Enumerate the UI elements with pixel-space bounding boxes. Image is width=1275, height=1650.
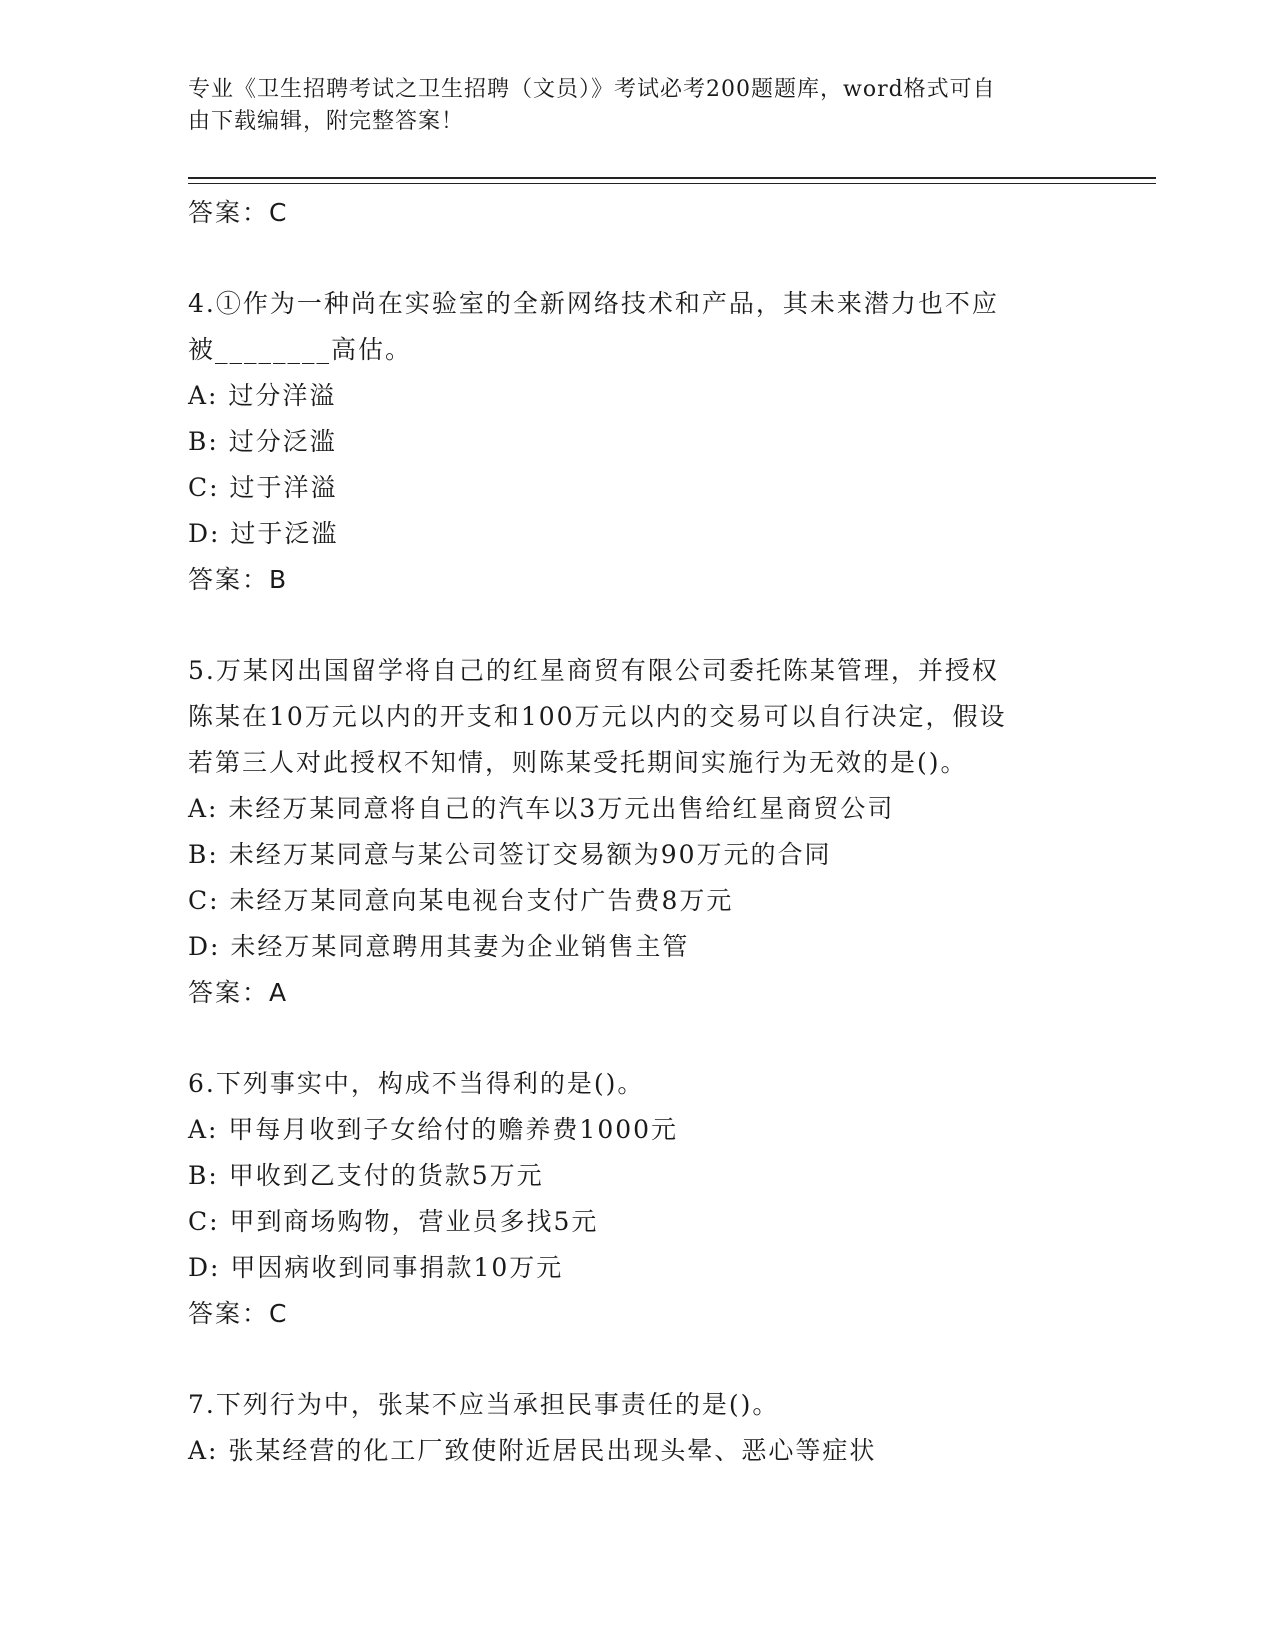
answer-previous: 答案：C	[188, 198, 289, 227]
header-line-2: 由下载编辑，附完整答案！	[188, 109, 465, 134]
question-stem-line: 若第三人对此授权不知情，则陈某受托期间实施行为无效的是()。	[188, 748, 968, 777]
header-line-1: 专业《卫生招聘考试之卫生招聘（文员）》考试必考200题题库，word格式可自	[188, 77, 996, 102]
option-d: D: 未经万某同意聘用其妻为企业销售主管	[188, 932, 690, 961]
question-7	[188, 1382, 1088, 1474]
question-stem-line: 6.下列事实中，构成不当得利的是()。	[188, 1069, 645, 1098]
answer: 答案：A	[188, 978, 289, 1007]
option-a: A: 张某经营的化工厂致使附近居民出现头晕、恶心等症状	[188, 1436, 877, 1465]
spacer	[188, 236, 1088, 281]
option-a: A: 未经万某同意将自己的汽车以3万元出售给红星商贸公司	[188, 794, 895, 823]
option-a: A: 甲每月收到子女给付的赡养费1000元	[188, 1115, 679, 1144]
question-stem-line: 4.①作为一种尚在实验室的全新网络技术和产品，其未来潜力也不应	[188, 289, 999, 318]
question-4	[188, 281, 1088, 603]
answer: 答案：B	[188, 565, 289, 594]
spacer	[188, 603, 1088, 648]
question-stem-line: 被________高估。	[188, 335, 413, 364]
option-b: B: 过分泛滥	[188, 427, 337, 456]
spacer	[188, 1016, 1088, 1061]
question-stem-line: 7.下列行为中，张某不应当承担民事责任的是()。	[188, 1390, 780, 1419]
option-a: A: 过分洋溢	[188, 381, 337, 410]
option-c: C: 甲到商场购物，营业员多找5元	[188, 1207, 599, 1236]
option-c: C: 过于洋溢	[188, 473, 338, 502]
question-content	[188, 190, 1088, 1474]
option-b: B: 甲收到乙支付的货款5万元	[188, 1161, 544, 1190]
page-header	[188, 74, 1068, 138]
option-d: D: 甲因病收到同事捐款10万元	[188, 1253, 564, 1282]
option-c: C: 未经万某同意向某电视台支付广告费8万元	[188, 886, 734, 915]
question-stem-line: 陈某在10万元以内的开支和100万元以内的交易可以自行决定，假设	[188, 702, 1007, 731]
header-rule-thick	[188, 177, 1156, 179]
option-b: B: 未经万某同意与某公司签订交易额为90万元的合同	[188, 840, 832, 869]
option-d: D: 过于泛滥	[188, 519, 339, 548]
question-5	[188, 648, 1088, 1016]
header-rule-thin	[188, 183, 1156, 184]
question-6	[188, 1061, 1088, 1337]
answer: 答案：C	[188, 1299, 289, 1328]
question-stem-line: 5.万某冈出国留学将自己的红星商贸有限公司委托陈某管理，并授权	[188, 656, 999, 685]
spacer	[188, 1337, 1088, 1382]
